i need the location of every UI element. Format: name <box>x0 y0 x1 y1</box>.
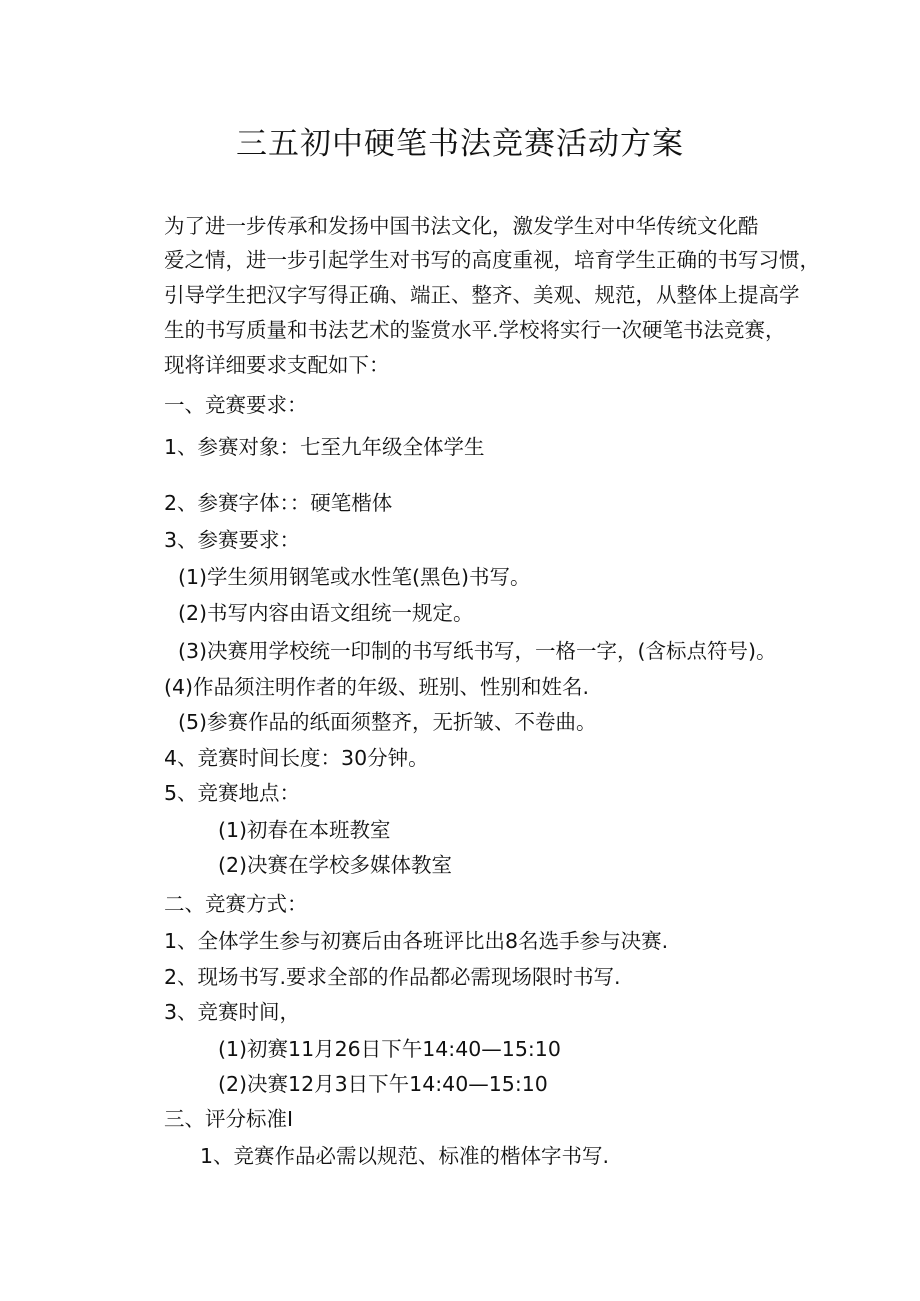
requirement-1: (1)学生须用钢笔或水性笔(黑色)书写。 <box>178 565 531 589</box>
place-1: (1)初春在本班教室 <box>218 818 391 842</box>
document-title: 三五初中硬笔书法竞赛活动方案 <box>236 126 684 162</box>
requirement-2: (2)书写内容由语文组统一规定。 <box>178 601 474 625</box>
section-2-item-1: 1、全体学生参与初赛后由各班评比出8名选手参与决赛. <box>164 929 669 953</box>
section-1-item-4: 4、竞赛时间长度：30分钟。 <box>164 746 429 770</box>
intro-line-3: 引导学生把汉字写得正确、端正、整齐、美观、规范，从整体上提高学 <box>164 283 800 307</box>
section-1-item-5: 5、竞赛地点： <box>164 781 301 805</box>
intro-line-2: 爱之情，进一步引起学生对书写的高度重视，培育学生正确的书写习惯， <box>164 248 820 272</box>
requirement-5: (5)参赛作品的纸面须整齐，无折皱、不卷曲。 <box>178 710 597 734</box>
section-1-item-2: 2、参赛字体：：硬笔楷体 <box>164 491 393 515</box>
place-2: (2)决赛在学校多媒体教室 <box>218 853 453 877</box>
section-1-item-1: 1、参赛对象：七至九年级全体学生 <box>164 435 485 459</box>
section-2-item-3: 3、竞赛时间， <box>164 1000 301 1024</box>
time-1: (1)初赛11月26日下午14:40—15:10 <box>218 1037 561 1061</box>
requirement-4: (4)作品须注明作者的年级、班别、性别和姓名. <box>164 675 590 699</box>
section-1-heading: 一、竞赛要求： <box>164 393 308 417</box>
section-1-item-3: 3、参赛要求： <box>164 528 301 552</box>
intro-line-4: 生的书写质量和书法艺术的鉴赏水平.学校将实行一次硬笔书法竞赛， <box>164 318 786 342</box>
time-2: (2)决赛12月3日下午14:40—15:10 <box>218 1072 548 1096</box>
intro-line-1: 为了进一步传承和发扬中国书法文化，激发学生对中华传统文化酷 <box>164 214 759 238</box>
requirement-3: (3)决赛用学校统一印制的书写纸书写，一格一字，(含标点符号)。 <box>178 639 777 663</box>
section-3-heading: 三、评分标准I <box>164 1107 294 1131</box>
intro-line-5: 现将详细要求支配如下： <box>164 353 390 377</box>
section-3-item-1: 1、竞赛作品必需以规范、标准的楷体字书写. <box>200 1144 610 1168</box>
section-2-item-2: 2、现场书写.要求全部的作品都必需现场限时书写. <box>164 965 621 989</box>
section-2-heading: 二、竞赛方式： <box>164 892 308 916</box>
